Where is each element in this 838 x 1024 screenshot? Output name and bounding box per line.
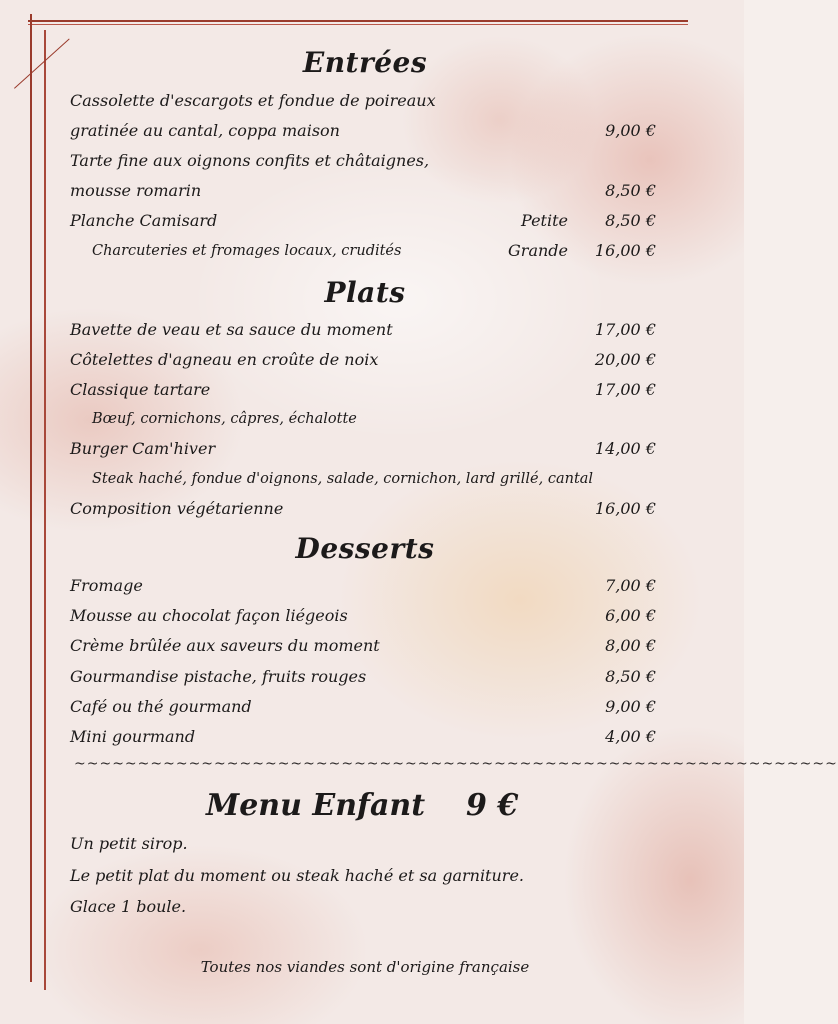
- section-title-desserts: Desserts: [295, 532, 435, 565]
- item-price: 20,00 €: [594, 350, 656, 369]
- kids-menu-title: Menu Enfant: [206, 788, 426, 823]
- item-name: Composition végétarienne: [70, 499, 284, 518]
- menu-item: [70, 148, 660, 174]
- footer-note: Toutes nos viandes sont d'origine française: [200, 958, 530, 976]
- menu-item: [70, 633, 660, 659]
- item-price: 8,50 €: [605, 667, 656, 686]
- item-name: Côtelettes d'agneau en croûte de noix: [70, 350, 379, 369]
- kids-menu-line: Un petit sirop.: [70, 834, 188, 853]
- item-price: 6,00 €: [605, 606, 656, 625]
- menu-item: [70, 238, 660, 264]
- kids-menu-line: Le petit plat du moment ou steak haché et sa garniture.: [70, 866, 524, 885]
- item-price: 8,50 €: [605, 181, 656, 200]
- tilde-separator: ~~~~~~~~~~~~~~~~~~~~~~~~~~~~~~~~~~~~~~~~~~~~~~~~~~~~~~~~~~~~: [74, 756, 838, 772]
- menu-item: [70, 664, 660, 690]
- item-price: 8,50 €: [605, 211, 656, 230]
- item-price: 9,00 €: [605, 697, 656, 716]
- menu-item: [70, 208, 660, 234]
- item-price: 9,00 €: [605, 121, 656, 140]
- item-price: 7,00 €: [605, 576, 656, 595]
- item-price: 16,00 €: [594, 499, 656, 518]
- menu-item: [70, 724, 660, 750]
- menu-item: [70, 178, 660, 204]
- item-name: Fromage: [70, 576, 143, 595]
- item-price: 17,00 €: [594, 320, 656, 339]
- item-description: Bœuf, cornichons, câpres, échalotte: [92, 411, 357, 427]
- menu-item: [70, 603, 660, 629]
- item-description: Steak haché, fondue d'oignons, salade, cornichon, lard grillé, cantal: [92, 471, 594, 487]
- item-name: mousse romarin: [70, 181, 202, 200]
- item-name: Tarte fine aux oignons confits et châtaignes,: [70, 151, 430, 170]
- item-name: Café ou thé gourmand: [70, 697, 252, 716]
- kids-menu-price: 9 €: [466, 788, 519, 823]
- menu-item: [70, 573, 660, 599]
- item-size: Grande: [508, 241, 568, 260]
- item-size: Petite: [521, 211, 568, 230]
- menu-item: [70, 694, 660, 720]
- item-name: Mousse au chocolat façon liégeois: [70, 606, 348, 625]
- item-price: 4,00 €: [605, 727, 656, 746]
- item-name: Crème brûlée aux saveurs du moment: [70, 636, 380, 655]
- menu-item: [70, 317, 660, 343]
- item-name: Burger Cam'hiver: [70, 439, 216, 458]
- menu-item: [70, 436, 660, 462]
- item-price: 16,00 €: [594, 241, 656, 260]
- item-price: 17,00 €: [594, 380, 656, 399]
- menu-content: [70, 0, 838, 1024]
- item-name: Planche Camisard: [70, 211, 218, 230]
- item-description: Charcuteries et fromages locaux, crudités: [92, 243, 402, 259]
- menu-item: [70, 118, 660, 144]
- section-title-plats: Plats: [324, 276, 406, 309]
- item-name: gratinée au cantal, coppa maison: [70, 121, 340, 140]
- item-name: Classique tartare: [70, 380, 211, 399]
- menu-item: [70, 466, 660, 492]
- menu-item: [70, 347, 660, 373]
- kids-menu-line: Glace 1 boule.: [70, 897, 187, 916]
- item-name: Mini gourmand: [70, 727, 196, 746]
- section-title-entrees: Entrées: [302, 46, 428, 79]
- menu-item: [70, 88, 660, 114]
- item-name: Gourmandise pistache, fruits rouges: [70, 667, 367, 686]
- item-price: 8,00 €: [605, 636, 656, 655]
- menu-item: [70, 406, 660, 432]
- left-border-line-outer: [30, 14, 32, 982]
- item-name: Cassolette d'escargots et fondue de poireaux: [70, 91, 436, 110]
- menu-item: [70, 496, 660, 522]
- menu-item: [70, 377, 660, 403]
- item-price: 14,00 €: [594, 439, 656, 458]
- left-border-line-inner: [44, 30, 46, 990]
- item-name: Bavette de veau et sa sauce du moment: [70, 320, 393, 339]
